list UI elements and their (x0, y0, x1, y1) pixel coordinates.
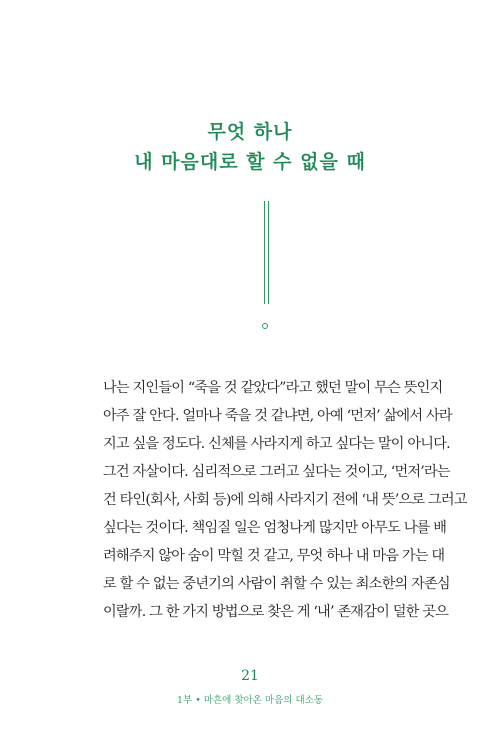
decorative-line-right (268, 201, 269, 304)
body-paragraph (103, 374, 467, 626)
decorative-line-left (264, 201, 265, 304)
body-line: 아주 잘 안다. 얼마나 죽을 것 같냐면, 아예 ‘먼저’ 삶에서 사라 (103, 408, 452, 424)
decorative-double-line (263, 201, 271, 304)
footer-chapter-label: 마흔에 찾아온 마음의 대소동 (203, 695, 324, 706)
body-line: 그건 자살이다. 심리적으로 그러고 싶다는 것이고, ‘먼저’라는 (103, 464, 450, 480)
body-line: 로 할 수 없는 중년기의 사람이 취할 수 있는 최소한의 자존심 (103, 576, 450, 592)
footer-separator: • (195, 695, 201, 706)
chapter-title-line-2: 내 마음대로 할 수 없을 때 (134, 151, 366, 173)
running-footer (0, 692, 500, 706)
page-number: 21 (241, 668, 259, 684)
chapter-title (0, 117, 500, 177)
body-line: 건 타인(회사, 사회 등)에 의해 사라지기 전에 ‘내 뜻’으로 그러고 (103, 492, 467, 508)
body-line: 나는 지인들이 “죽을 것 같았다”라고 했던 말이 무슨 뜻인지 (103, 380, 443, 396)
body-line: 려해주지 않아 숨이 막힐 것 같고, 무엇 하나 내 마음 가는 대 (103, 548, 445, 564)
body-line: 싶다는 것이다. 책임질 일은 엄청나게 많지만 아무도 나를 배 (103, 520, 447, 536)
body-line: 지고 싶을 정도다. 신체를 사라지게 하고 싶다는 말이 아니다. (103, 436, 450, 452)
decorative-circle (262, 323, 268, 329)
footer-part-label: 1부 (176, 695, 193, 706)
chapter-title-line-1: 무엇 하나 (207, 121, 293, 143)
body-line: 이랄까. 그 한 가지 방법으로 찾은 게 ‘내’ 존재감이 덜한 곳으 (103, 604, 449, 620)
